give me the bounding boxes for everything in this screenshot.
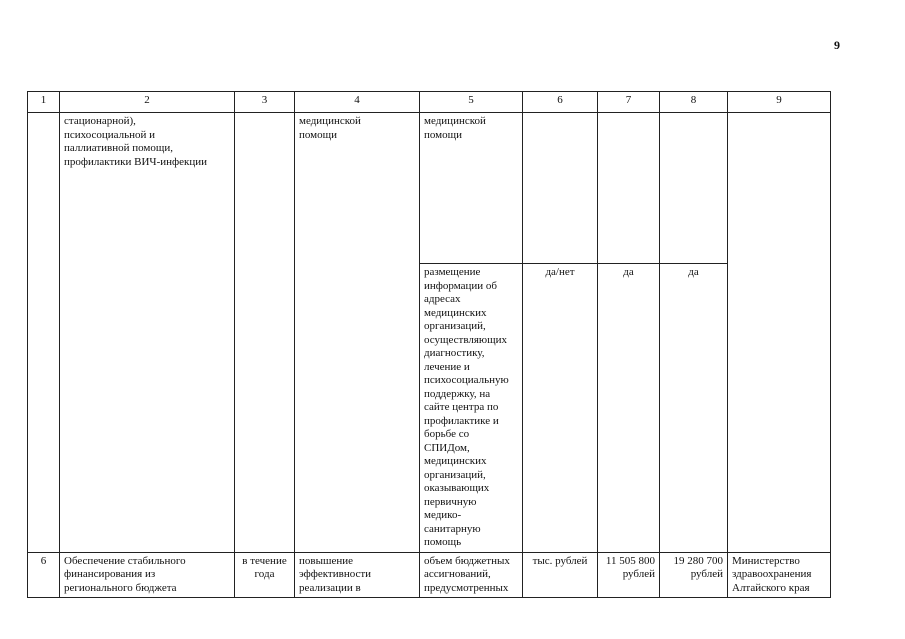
cell-indicator-2: размещение информации об адресах медицинских организаций, осуществляющих диагностику, лечение и психосоциальную поддержку, на сайте центра по профилактике и борьбе со СПИДом, медицинских организаций, оказывающих первичную медико- санитарную помощь: [420, 264, 523, 553]
header-cell-7: 7: [598, 92, 660, 113]
table-row-continued: [28, 113, 831, 264]
cell-value-a-2: да: [598, 264, 660, 553]
header-cell-1: 1: [28, 92, 60, 113]
cell-unit-1: [523, 113, 598, 264]
cell-value-b-6: 19 280 700 рублей: [660, 552, 728, 598]
cell-term-6: в течение года: [235, 552, 295, 598]
page-number: 9: [834, 38, 840, 52]
cell-expected-result: медицинской помощи: [295, 113, 420, 553]
cell-measure-name-6: Обеспечение стабильного финансирования из регионального бюджета: [60, 552, 235, 598]
cell-value-a-1: [598, 113, 660, 264]
cell-responsible-6: Министерство здравоохранения Алтайского края: [728, 552, 831, 598]
cell-measure-name: стационарной), психосоциальной и паллиативной помощи, профилактики ВИЧ-инфекции: [60, 113, 235, 553]
cell-value-a-6: 11 505 800 рублей: [598, 552, 660, 598]
cell-term-empty: [235, 113, 295, 553]
cell-expected-result-6: повышение эффективности реализации в: [295, 552, 420, 598]
cell-indicator-6: объем бюджетных ассигнований, предусмотренных: [420, 552, 523, 598]
table-header-row: [28, 92, 831, 113]
cell-responsible-empty: [728, 113, 831, 553]
header-cell-2: 2: [60, 92, 235, 113]
header-cell-6: 6: [523, 92, 598, 113]
cell-unit-6: тыс. рублей: [523, 552, 598, 598]
header-cell-9: 9: [728, 92, 831, 113]
header-cell-3: 3: [235, 92, 295, 113]
header-cell-4: 4: [295, 92, 420, 113]
cell-row-number: 6: [28, 552, 60, 598]
cell-unit-2: да/нет: [523, 264, 598, 553]
table-row-6: [28, 552, 831, 598]
cell-indicator-1: медицинской помощи: [420, 113, 523, 264]
cell-number-empty: [28, 113, 60, 553]
measures-table: [27, 91, 831, 598]
cell-value-b-2: да: [660, 264, 728, 553]
header-cell-5: 5: [420, 92, 523, 113]
header-cell-8: 8: [660, 92, 728, 113]
cell-value-b-1: [660, 113, 728, 264]
